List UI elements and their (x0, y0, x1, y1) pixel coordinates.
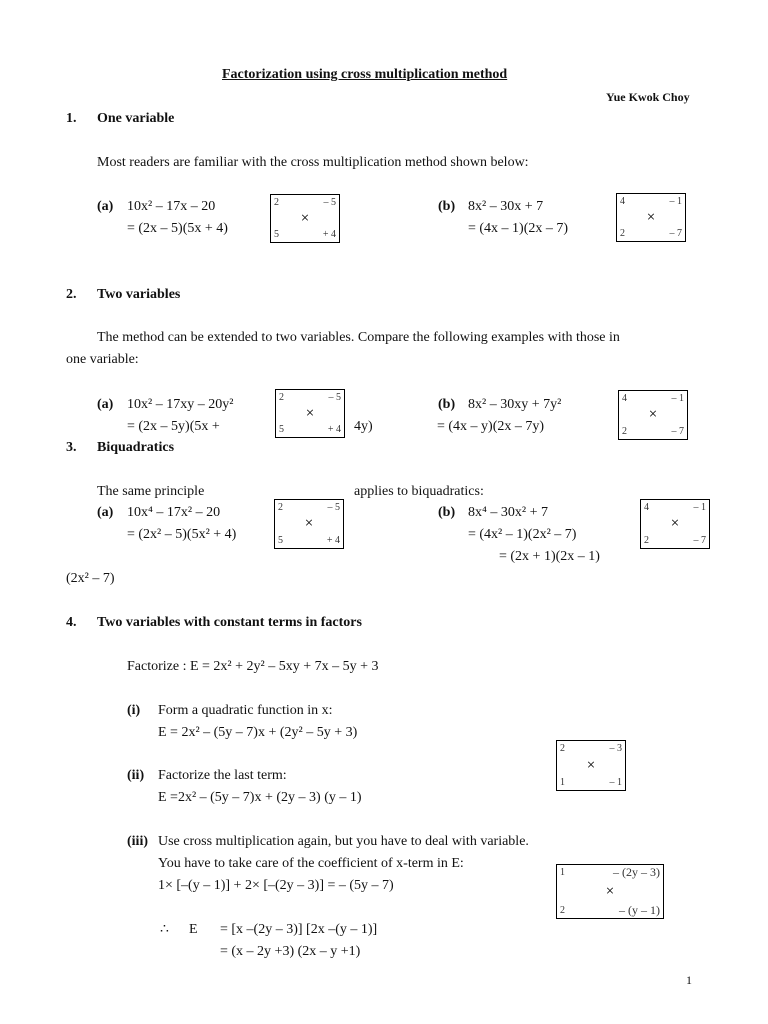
s4-ii-line2: E =2x² – (5y – 7)x + (2y – 3) (y – 1) (158, 790, 362, 805)
box-top-left: 2 (560, 743, 565, 754)
s3-b-label: (b) (438, 505, 456, 520)
s4-ii-label: (ii) (127, 768, 145, 783)
s3-a-line1: 10x⁴ – 17x² – 20 (127, 505, 221, 520)
s2-b-label: (b) (438, 397, 456, 412)
section-3-heading: Biquadratics (97, 440, 175, 455)
s1-a-cross-box (270, 194, 340, 243)
box-top-right: – 5 (328, 392, 341, 403)
box-bottom-right: – 1 (609, 777, 622, 788)
box-top-left: 1 (560, 867, 565, 878)
box-top-right: – 1 (671, 393, 684, 404)
s1-b-label: (b) (438, 199, 456, 214)
box-top-left: 2 (274, 197, 279, 208)
s3-b-line3: = (2x + 1)(2x – 1) (499, 549, 600, 564)
section-2-intro-line1: The method can be extended to two variables. Compare the following examples with those in (97, 330, 620, 345)
s1-a-label: (a) (97, 199, 114, 214)
s2-a-line2: = (2x – 5y)(5x + (127, 419, 220, 434)
section-1-heading: One variable (97, 111, 175, 126)
s3-a-cross-box (274, 499, 344, 549)
s4-i-label: (i) (127, 703, 141, 718)
s2-a-line1: 10x² – 17xy – 20y² (127, 397, 234, 412)
cross-icon: × (605, 883, 615, 899)
s4-cross-box-2 (556, 864, 664, 919)
cross-icon: × (648, 406, 658, 423)
box-bottom-right: + 4 (326, 535, 340, 546)
s1-a-line1: 10x² – 17x – 20 (127, 199, 216, 214)
box-top-left: 4 (620, 196, 625, 207)
s4-result-line2: = (x – 2y +3) (2x – y +1) (220, 944, 361, 959)
section-1-number: 1. (66, 111, 77, 126)
s3-a-line2: = (2x² – 5)(5x² + 4) (127, 527, 237, 542)
box-bottom-right: + 4 (322, 229, 336, 240)
s4-iii-line3: 1× [–(y – 1)] + 2× [–(2y – 3)] = – (5y – 7) (158, 878, 394, 893)
s2-b-line2: = (4x – y)(2x – 7y) (437, 419, 545, 434)
box-bottom-right: – 7 (671, 426, 684, 437)
author: Yue Kwok Choy (606, 90, 690, 104)
box-bottom-left: 2 (644, 535, 649, 546)
s4-e-label: E (189, 922, 198, 937)
box-bottom-right: – 7 (669, 228, 682, 239)
s4-iii-line2: You have to take care of the coefficient of x-term in E: (158, 856, 464, 871)
s4-iii-label: (iii) (127, 834, 148, 849)
section-4-number: 4. (66, 615, 77, 630)
section-3-intro-b: applies to biquadratics: (354, 484, 484, 499)
s1-b-line1: 8x² – 30x + 7 (468, 199, 544, 214)
s3-b-wrap: (2x² – 7) (66, 571, 115, 586)
s4-i-line2: E = 2x² – (5y – 7)x + (2y² – 5y + 3) (158, 725, 358, 740)
page-number: 1 (686, 973, 692, 987)
cross-icon: × (300, 210, 310, 226)
s3-b-line2: = (4x² – 1)(2x² – 7) (468, 527, 577, 542)
box-top-left: 2 (279, 392, 284, 403)
box-top-left: 4 (644, 502, 649, 513)
s1-b-line2: = (4x – 1)(2x – 7) (468, 221, 569, 236)
box-top-left: 2 (278, 502, 283, 513)
box-top-right: – 5 (327, 502, 340, 513)
box-top-right: – (2y – 3) (613, 865, 660, 879)
cross-icon: × (305, 405, 315, 421)
section-3-intro-a: The same principle (97, 484, 205, 499)
therefore-symbol: ∴ (160, 922, 169, 937)
box-bottom-left: 2 (560, 905, 565, 916)
s4-result-line1: = [x –(2y – 3)] [2x –(y – 1)] (220, 922, 378, 937)
box-top-right: – 5 (323, 197, 336, 208)
s2-b-cross-box (618, 390, 688, 440)
s2-a-cross-box (275, 389, 345, 438)
section-2-intro-line2: one variable: (66, 352, 139, 367)
box-bottom-left: 1 (560, 777, 565, 788)
section-3-number: 3. (66, 440, 77, 455)
s2-b-line1: 8x² – 30xy + 7y² (468, 397, 562, 412)
s3-b-line1: 8x⁴ – 30x² + 7 (468, 505, 548, 520)
page-title: Factorization using cross multiplication method (222, 67, 508, 82)
s4-iii-line1: Use cross multiplication again, but you have to deal with variable. (158, 834, 529, 849)
box-bottom-left: 5 (279, 424, 284, 435)
cross-icon: × (586, 757, 596, 773)
box-bottom-left: 5 (278, 535, 283, 546)
box-bottom-left: 5 (274, 229, 279, 240)
s4-factorize: Factorize : E = 2x² + 2y² – 5xy + 7x – 5y + 3 (127, 659, 379, 674)
box-bottom-left: 2 (620, 228, 625, 239)
box-bottom-left: 2 (622, 426, 627, 437)
box-bottom-right: – 7 (693, 535, 706, 546)
s4-cross-box-1 (556, 740, 626, 791)
section-4-heading: Two variables with constant terms in factors (97, 615, 362, 630)
section-2-heading: Two variables (97, 287, 181, 302)
s2-a-label: (a) (97, 397, 114, 412)
cross-icon: × (670, 515, 680, 532)
box-top-right: – 1 (693, 502, 706, 513)
s4-i-line1: Form a quadratic function in x: (158, 703, 333, 718)
s1-a-line2: = (2x – 5)(5x + 4) (127, 221, 228, 236)
cross-icon: × (646, 209, 656, 225)
section-2-number: 2. (66, 287, 77, 302)
cross-icon: × (304, 515, 314, 532)
box-bottom-right: – (y – 1) (619, 903, 660, 917)
box-top-left: 4 (622, 393, 627, 404)
box-top-right: – 1 (669, 196, 682, 207)
section-1-intro: Most readers are familiar with the cross multiplication method shown below: (97, 155, 529, 170)
box-bottom-right: + 4 (327, 424, 341, 435)
s2-a-line2-tail: 4y) (354, 419, 373, 434)
s3-a-label: (a) (97, 505, 114, 520)
s1-b-cross-box (616, 193, 686, 242)
box-top-right: – 3 (609, 743, 622, 754)
s4-ii-line1: Factorize the last term: (158, 768, 287, 783)
s3-b-cross-box (640, 499, 710, 549)
